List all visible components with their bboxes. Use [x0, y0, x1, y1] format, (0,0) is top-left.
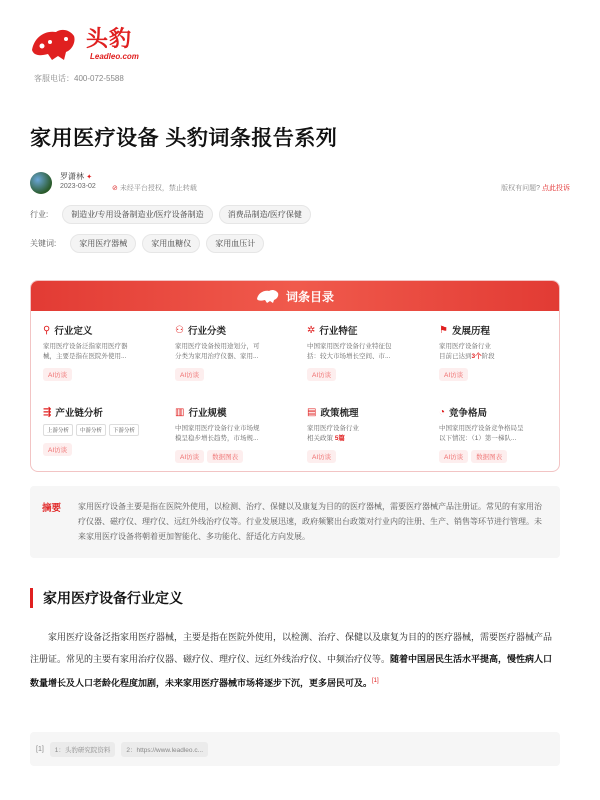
catalog-item-desc: 家用医疗设备行业 目前已达到3个阶段: [439, 343, 495, 360]
chain-icon: ⇶: [43, 406, 52, 418]
industry-tag[interactable]: 制造业/专用设备制造业/医疗设备制造: [62, 205, 212, 224]
chip-midstream[interactable]: 中游分析: [76, 424, 106, 436]
catalog-item-history[interactable]: ⚑ 发展历程 家用医疗设备行业 目前已达到3个阶段 AI访谈: [439, 323, 560, 395]
catalog-item-definition[interactable]: ⚲ 行业定义 家用医疗设备泛指家用医疗器 械，主要是指在医院外使用... AI访谈: [43, 323, 171, 395]
industry-row: [30, 204, 317, 224]
brand-site: Leadleo.com: [90, 52, 139, 61]
leopard-icon: [256, 287, 280, 305]
avatar[interactable]: [30, 172, 52, 194]
chip-downstream[interactable]: 下游分析: [109, 424, 139, 436]
reference-item[interactable]: 1：头豹研究院资料: [50, 742, 116, 757]
ban-icon: ⊘: [112, 185, 118, 192]
author-row: [30, 172, 570, 194]
catalog-item-competition[interactable]: ◔ 竞争格局 中国家用医疗设备竞争格局呈 以下情况：（1）第一梯队... AI访谈 数据图表: [439, 405, 560, 472]
catalog-item-scale[interactable]: ▥ 行业规模 中国家用医疗设备行业市场规 模呈稳步增长趋势，市场规... AI访谈 数据图表: [175, 405, 303, 472]
catalog-title: 词条目录: [285, 289, 334, 304]
reference-index: [1]: [36, 745, 44, 753]
scale-icon: ▥: [175, 406, 185, 418]
catalog-item-classification[interactable]: ⚇ 行业分类 家用医疗设备按用途划分，可 分类为家用治疗仪器、家用... AI访谈: [175, 323, 303, 395]
summary-label: 摘要: [42, 503, 62, 514]
ai-interview-pill[interactable]: AI访谈: [307, 450, 336, 463]
reprint-notice: ⊘ 未经平台授权，禁止转载: [112, 185, 197, 192]
catalog-item-desc: 家用医疗设备泛指家用医疗器 械，主要是指在医院外使用...: [43, 343, 128, 360]
data-chart-pill[interactable]: 数据图表: [471, 450, 507, 463]
catalog-item-desc: 家用医疗设备行业 相关政策 5篇: [307, 425, 359, 442]
leadleo-logo[interactable]: [28, 20, 148, 68]
reference-box: [30, 732, 560, 766]
catalog-item-desc: 中国家用医疗设备行业市场规 模呈稳步增长趋势，市场规...: [175, 425, 260, 442]
chip-upstream[interactable]: 上游分析: [43, 424, 73, 436]
author-name[interactable]: 罗潇林 ✦: [60, 172, 93, 181]
catalog-item-desc: 中国家用医疗设备竞争格局呈 以下情况：（1）第一梯队...: [439, 425, 524, 442]
chain-chips: [43, 419, 171, 437]
report-link[interactable]: 点此投诉: [542, 185, 570, 192]
keyword-tag[interactable]: 家用血糖仪: [142, 234, 200, 253]
definition-paragraph: [30, 626, 560, 694]
keyword-tag[interactable]: 家用血压计: [206, 234, 264, 253]
publish-date: 2023-03-02: [60, 183, 96, 190]
paragraph-bold-text: 随着中国居民生活水平提高，慢性病人口数量增长及人口老龄化程度加剧，未来家用医疗器械市场将逐步下沉，更多居民可及。: [30, 654, 553, 688]
catalog-header: [31, 281, 559, 311]
ai-interview-pill[interactable]: AI访谈: [307, 368, 336, 381]
keyword-tag[interactable]: 家用医疗器械: [70, 234, 136, 253]
catalog-item-chain[interactable]: ⇶ 产业链分析 上游分析 中游分析 下游分析 AI访谈: [43, 405, 171, 472]
catalog-item-feature[interactable]: ✲ 行业特征 中国家用医疗设备行业特征包 括：较大市场增长空间、市... AI访谈: [307, 323, 435, 395]
section-title: 家用医疗设备行业定义: [30, 588, 183, 608]
reference-item[interactable]: 2：https://www.leadleo.c...: [121, 742, 208, 757]
catalog-item-policy[interactable]: ▤ 政策梳理 家用医疗设备行业 相关政策 5篇 AI访谈: [307, 405, 435, 472]
ai-interview-pill[interactable]: AI访谈: [175, 450, 204, 463]
ai-interview-pill[interactable]: AI访谈: [43, 368, 72, 381]
competition-icon: ◔: [439, 406, 446, 418]
ai-interview-pill[interactable]: AI访谈: [439, 368, 468, 381]
keyword-label: 关键词:: [30, 238, 57, 248]
classification-icon: ⚇: [175, 324, 184, 336]
feature-icon: ✲: [307, 324, 316, 336]
summary-text: 家用医疗设备主要是指在医院外使用，以检测、治疗、保健以及康复为目的的医疗器械，需要医疗器械产品注册证。常见的有家用治疗仪器、磁疗仪、理疗仪、远红外线治疗仪等。行业发展迅速，政府频繁出台政策对行业内的注册、生产、销售等环节进行管理。未来家用医疗设备将朝着更加智能化、多功能化、舒适化方向发展。: [78, 502, 542, 541]
paragraph-text: 家用医疗设备泛指家用医疗器械，主要是指在医院外使用，以检测、治疗、保健以及康复为目的的医疗器械，需要医疗器械产品注册证。常见的主要有家用治疗仪器、磁疗仪、理疗仪、远红外线治疗仪、中频治疗仪等。: [30, 632, 553, 664]
keyword-row: [30, 233, 270, 253]
data-chart-pill[interactable]: 数据图表: [207, 450, 243, 463]
policy-icon: ▤: [307, 406, 317, 418]
verified-icon: ✦: [86, 174, 93, 181]
industry-tag[interactable]: 消费品制造/医疗保健: [219, 205, 311, 224]
summary-box: [30, 486, 560, 558]
industry-label: 行业:: [30, 209, 49, 219]
footnote-marker[interactable]: [1]: [372, 678, 379, 684]
ai-interview-pill[interactable]: AI访谈: [43, 443, 72, 456]
ai-interview-pill[interactable]: AI访谈: [439, 450, 468, 463]
ai-interview-pill[interactable]: AI访谈: [175, 368, 204, 381]
copyright-report: 版权有问题? 点此投诉: [501, 185, 570, 192]
history-icon: ⚑: [439, 324, 448, 336]
page-title: 家用医疗设备 头豹词条报告系列: [30, 127, 338, 150]
catalog-panel: [30, 280, 560, 472]
catalog-item-desc: 家用医疗设备按用途划分，可 分类为家用治疗仪器、家用...: [175, 343, 260, 360]
brand-name: 头豹: [86, 26, 133, 51]
definition-icon: ⚲: [43, 324, 51, 336]
hotline-text: 客服电话：400-072-5588: [34, 74, 124, 83]
catalog-item-desc: 中国家用医疗设备行业特征包 括：较大市场增长空间、市...: [307, 343, 392, 360]
